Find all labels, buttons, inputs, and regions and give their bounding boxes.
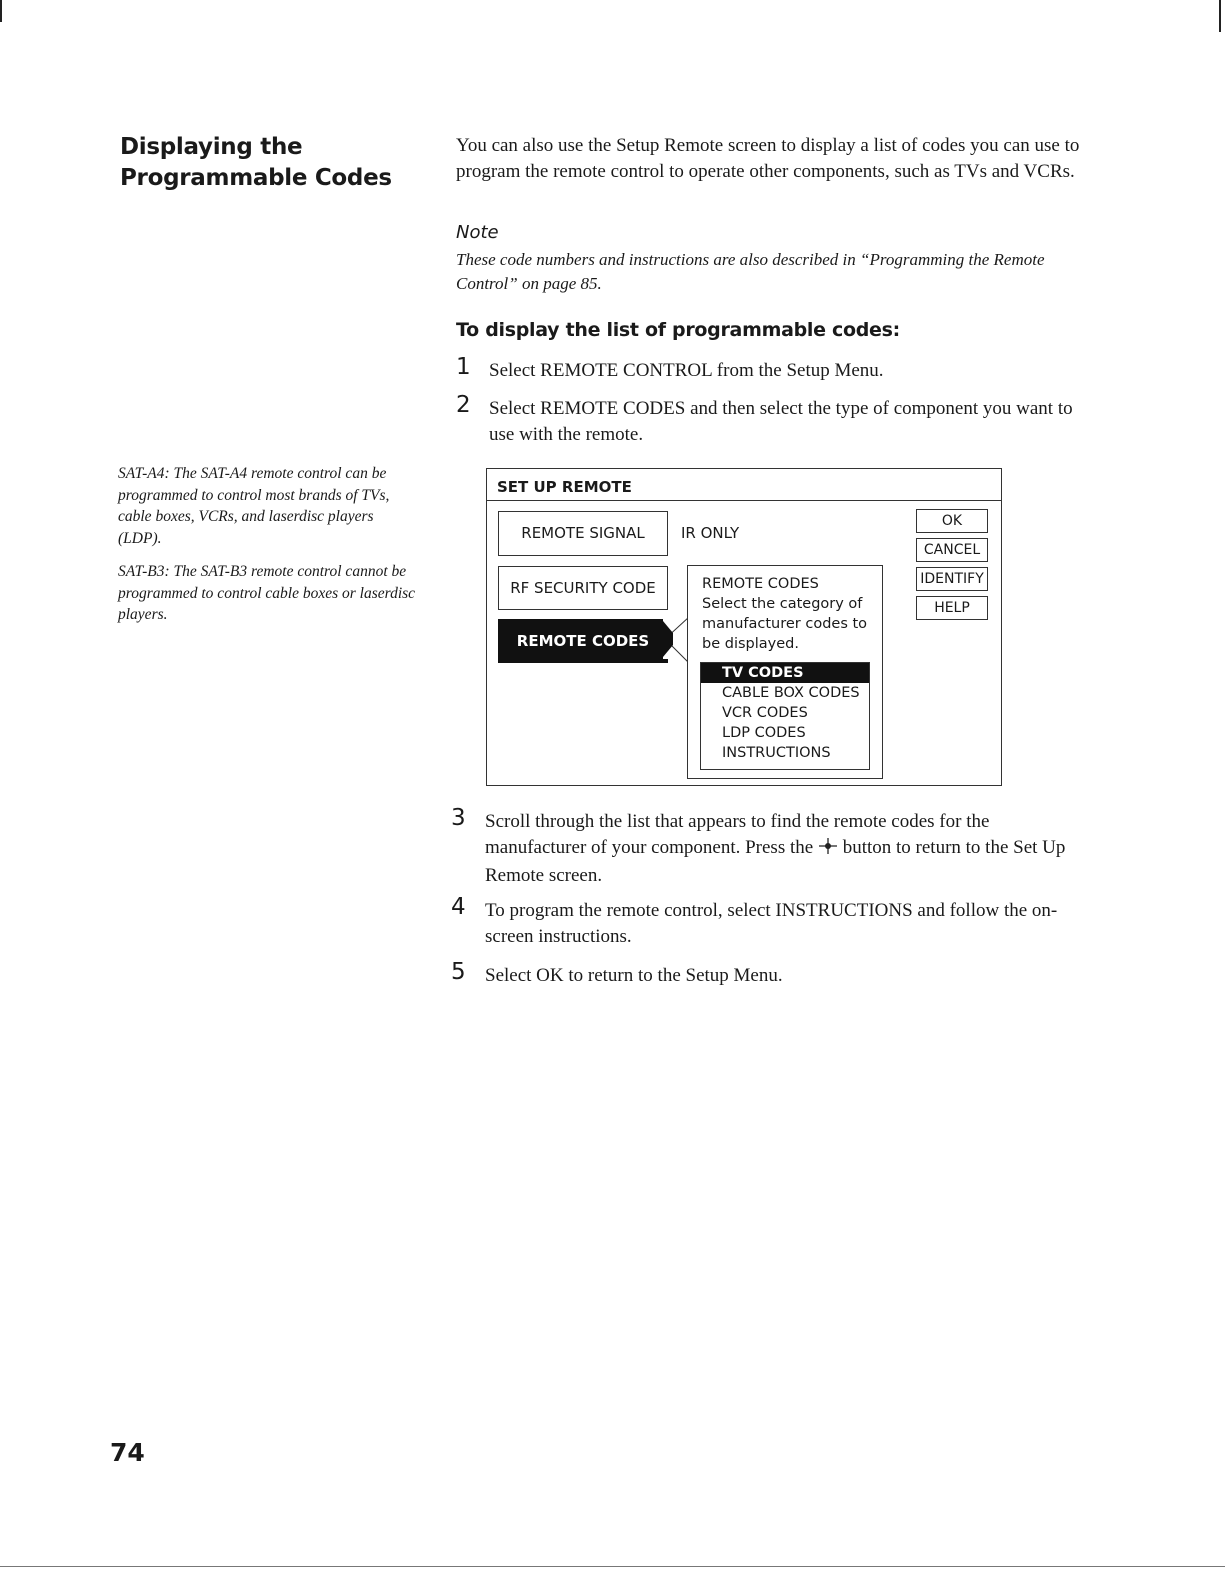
code-item-instructions[interactable]: INSTRUCTIONS bbox=[722, 745, 831, 761]
remote-codes-button[interactable] bbox=[498, 619, 668, 663]
step-number-3: 3 bbox=[451, 805, 466, 831]
info-text bbox=[702, 574, 878, 654]
code-item-ldp[interactable]: LDP CODES bbox=[722, 725, 806, 741]
remote-codes-info-panel bbox=[687, 565, 883, 779]
dialog-title: SET UP REMOTE bbox=[497, 478, 632, 496]
step-text-3 bbox=[485, 809, 1075, 889]
info-line-2: Select the category of bbox=[702, 596, 863, 612]
code-item-cable-box[interactable]: CABLE BOX CODES bbox=[722, 685, 860, 701]
page-number: 74 bbox=[110, 1438, 145, 1467]
setup-remote-dialog bbox=[486, 468, 1002, 786]
info-line-4: be displayed. bbox=[702, 636, 799, 652]
step-number-1: 1 bbox=[456, 354, 471, 380]
step-text-5: Select OK to return to the Setup Menu. bbox=[485, 965, 783, 986]
step-text-3-before: Scroll through the list that appears to find the remote codes for the manufacturer of your component. Press the bbox=[485, 811, 990, 858]
section-title bbox=[120, 132, 420, 194]
cancel-button[interactable]: CANCEL bbox=[916, 538, 988, 562]
procedure-heading: To display the list of programmable codes: bbox=[456, 319, 900, 341]
sidenote-sat-b3: SAT-B3: The SAT-B3 remote control cannot be programmed to control cable boxes or laserdisc players. bbox=[118, 563, 416, 623]
code-item-vcr[interactable]: VCR CODES bbox=[722, 705, 808, 721]
remote-signal-label: REMOTE SIGNAL bbox=[521, 524, 645, 542]
step-text-3-after: button to return to the Set Up Remote screen. bbox=[485, 837, 1066, 886]
remote-signal-button[interactable] bbox=[498, 511, 668, 556]
step-text-1: Select REMOTE CONTROL from the Setup Menu. bbox=[489, 360, 884, 381]
remote-codes-label: REMOTE CODES bbox=[516, 632, 650, 650]
step-number-5: 5 bbox=[451, 959, 466, 985]
step-number-4: 4 bbox=[451, 894, 466, 920]
note-label: Note bbox=[456, 222, 499, 243]
rf-security-code-label: RF SECURITY CODE bbox=[510, 579, 656, 597]
section-title-line-2: Programmable Codes bbox=[120, 165, 392, 191]
help-button[interactable]: HELP bbox=[916, 596, 988, 620]
info-line-1: REMOTE CODES bbox=[702, 576, 819, 592]
code-item-tv[interactable]: TV CODES bbox=[701, 663, 869, 683]
right-edge-mark bbox=[1219, 0, 1221, 32]
info-line-3: manufacturer codes to bbox=[702, 616, 868, 632]
intro-paragraph: You can also use the Setup Remote screen to display a list of codes you can use to program the remote control to operate other components, such as TVs and VCRs. bbox=[456, 135, 1080, 182]
identify-button[interactable]: IDENTIFY bbox=[916, 567, 988, 591]
remote-signal-value: IR ONLY bbox=[681, 524, 740, 542]
note-text: These code numbers and instructions are also described in “Programming the Remote Control” on page 85. bbox=[456, 250, 1045, 293]
joystick-button-icon bbox=[818, 837, 838, 863]
sidenote-sat-a4: SAT-A4: The SAT-A4 remote control can be programmed to control most brands of TVs, cable boxes, VCRs, and laserdisc players (LDP). bbox=[118, 465, 390, 547]
step-text-4: To program the remote control, select INSTRUCTIONS and follow the on-screen instructions. bbox=[485, 900, 1058, 947]
section-title-line-1: Displaying the bbox=[120, 134, 303, 160]
left-edge-mark bbox=[0, 0, 2, 22]
step-number-2: 2 bbox=[456, 392, 471, 418]
ok-button[interactable]: OK bbox=[916, 509, 988, 533]
codes-list[interactable] bbox=[700, 662, 870, 770]
step-text-2: Select REMOTE CODES and then select the type of component you want to use with the remote. bbox=[489, 398, 1073, 445]
rf-security-code-button[interactable] bbox=[498, 566, 668, 610]
dialog-title-divider bbox=[487, 500, 1001, 501]
page-bottom-edge bbox=[0, 1566, 1225, 1567]
